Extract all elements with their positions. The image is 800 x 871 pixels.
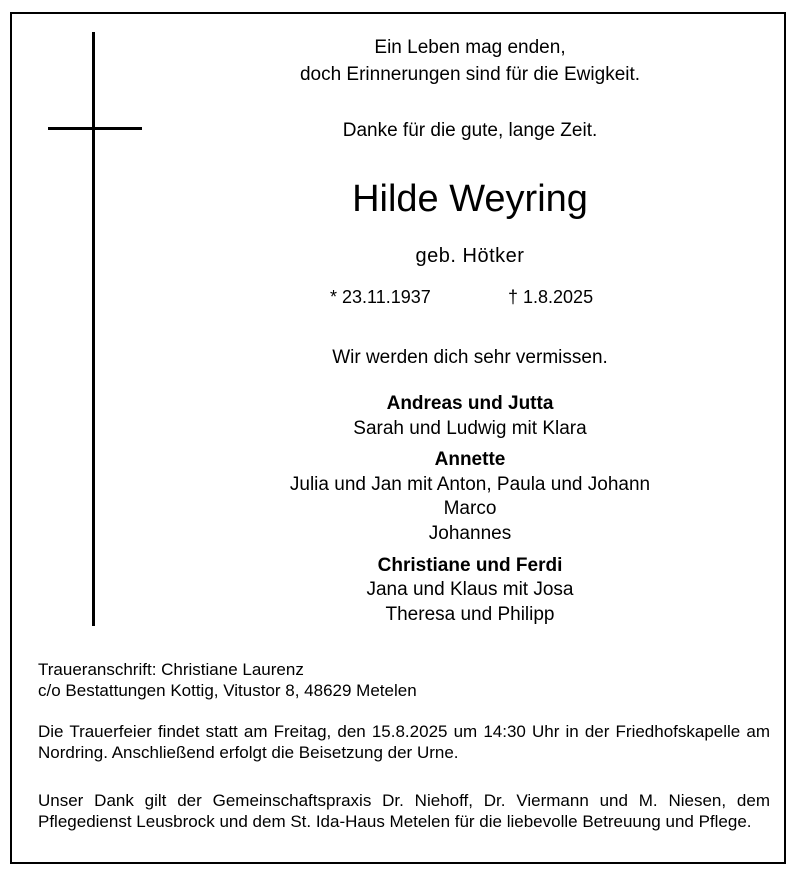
family-head: Andreas und Jutta: [386, 393, 554, 414]
thanks-note: Unser Dank gilt der Gemeinschaftspraxis Dr. Niehoff, Dr. Viermann und M. Niesen, dem Pflegedienst Leusbrock und dem St. Ida-Haus Metelen für die liebevolle Betreuung und Pflege.: [38, 791, 770, 831]
verse: [140, 34, 800, 88]
thanks-line: Danke für die gute, lange Zeit.: [342, 120, 598, 141]
maiden-name: geb. Hötker: [415, 245, 525, 267]
family-member: Marco: [443, 498, 497, 520]
death-date: † 1.8.2025: [508, 287, 594, 307]
address-line: Traueranschrift: Christiane Laurenz: [38, 660, 304, 679]
family-member: Johannes: [428, 522, 512, 544]
verse-line: doch Erinnerungen sind für die Ewigkeit.: [299, 64, 641, 85]
mourning-address: [38, 659, 770, 701]
family-member: Julia und Jan mit Anton, Paula und Johann: [289, 473, 651, 495]
family-member: Jana und Klaus mit Josa: [366, 579, 574, 601]
family-head: Annette: [434, 449, 506, 471]
miss-line: Wir werden dich sehr vermissen.: [332, 347, 608, 368]
deceased-name: Hilde Weyring: [352, 178, 588, 220]
birth-date: * 23.11.1937: [330, 287, 431, 307]
cross-icon: [92, 32, 95, 626]
family-head: Christiane und Ferdi: [377, 554, 563, 576]
family-list: [140, 392, 800, 627]
cross-icon-bar: [48, 127, 142, 130]
ceremony-text: Die Trauerfeier findet statt am Freitag, den 15.8.2025 um 14:30 Uhr in der Friedhofskapelle am Nordring. Anschließend erfolgt die Beisetzung der Urne.: [38, 722, 770, 762]
family-member: Sarah und Ludwig mit Klara: [353, 417, 587, 439]
address-line: c/o Bestattungen Kottig, Vitustor 8, 48629 Metelen: [38, 681, 417, 700]
verse-line: Ein Leben mag enden,: [374, 37, 566, 58]
family-member: Theresa und Philipp: [385, 603, 555, 625]
